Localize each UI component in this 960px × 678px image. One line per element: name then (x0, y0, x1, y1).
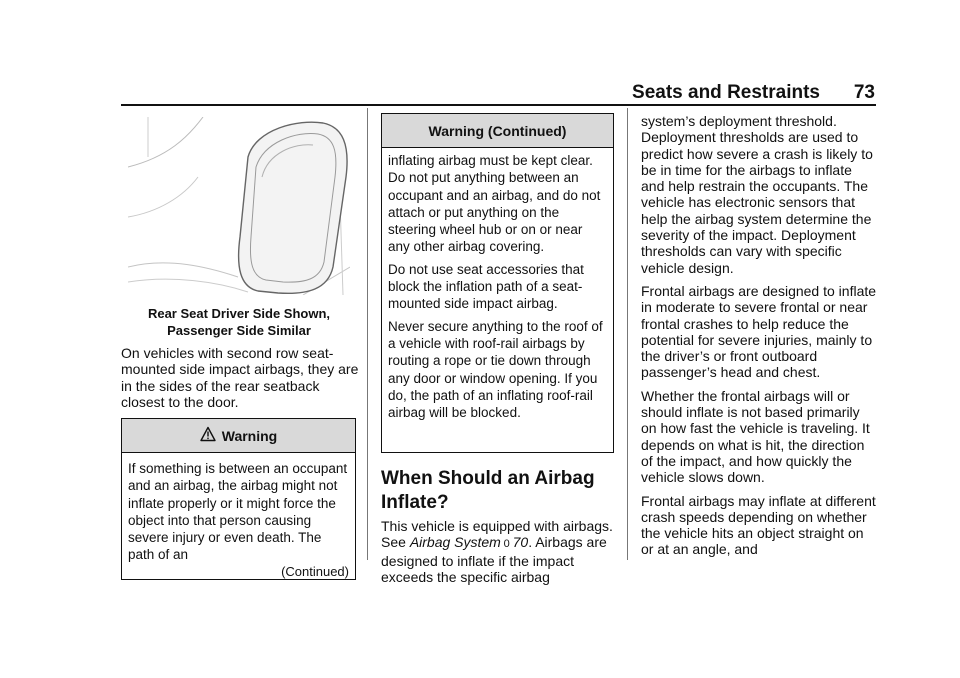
warning-header (122, 419, 355, 453)
warning-box-col2 (381, 113, 614, 453)
page-ref-symbol: 0 (503, 538, 510, 551)
section-header-title: Seats and Restraints (632, 82, 820, 103)
section-heading: When Should an Airbag Inflate? (381, 468, 595, 513)
continued-label: (Continued) (281, 563, 349, 579)
warning-paragraph: Never secure anything to the roof of a vehicle with roof-rail airbags by routing a rope or tie down through any door or window opening. If you do, the path of an inflating roof-rail airbag will be blocked. (388, 318, 603, 421)
column-divider-right (627, 108, 628, 560)
col3-paragraph: Whether the frontal airbags will or should inflate is not based primarily on how fast the vehicle is traveling. It depends on what is hit, the direction of the impact, and how quickly the vehicle slows down. (641, 387, 870, 486)
section-intro-paragraph (381, 518, 621, 585)
warning-box-col1 (121, 418, 356, 580)
caption-line-1: Rear Seat Driver Side Shown, (147, 306, 331, 321)
warning-paragraph: inflating airbag must be kept clear. Do not put anything between an occupant and an airbag, and do not attach or put anything on the steering wheel hub or on or near any other airbag covering. (388, 153, 601, 255)
warning-icon (200, 426, 216, 445)
col3-paragraph: Frontal airbags may inflate at different crash speeds depending on whether the vehicle hits an object straight on or at an angle, and (641, 492, 876, 558)
col3-paragraph: system’s deployment threshold. Deployment thresholds are used to predict how severe a crash is likely to be in time for the airbags to inflate and help restrain the occupants. The vehicle has electronic sensors that help the airbag system determine the severity of the impact. Deployment thresholds can vary with specific vehicle design. (641, 113, 873, 276)
col3-paragraph: Frontal airbags are designed to inflate in moderate to severe frontal or near frontal crashes to help reduce the potential for severe injuries, mainly to the driver’s or front outboard passenger’s head and chest. (641, 282, 877, 381)
col1-intro-paragraph: On vehicles with second row seat-mounted side impact airbags, they are in the sides of the rear seatback closest to the door. (121, 345, 359, 410)
intro-text-before: This vehicle is equipped with airbags. See (381, 518, 613, 551)
column-divider-left (367, 108, 368, 560)
warning-continued-title: Warning (Continued) (428, 122, 567, 139)
warning-continued-body (382, 148, 613, 421)
airbag-system-link[interactable]: Airbag System (409, 534, 501, 551)
intro-text-after: . Airbags are designed to inflate if the impact exceeds the specific airbag (381, 534, 607, 585)
side-airbag-illustration-svg (128, 117, 350, 295)
caption-line-2: Passenger Side Similar (167, 323, 311, 338)
warning-text: If something is between an occupant and an airbag, the airbag might not inflate properly or it might force the object into that person causing severe injury or even death. The path of an (128, 461, 348, 563)
figure-caption (122, 305, 356, 339)
header-rule (121, 104, 876, 106)
col1-intro-block (121, 345, 361, 410)
warning-body (122, 453, 355, 579)
page-ref-number[interactable]: 70 (512, 534, 529, 551)
warning-paragraph: Do not use seat accessories that block the inflation path of a seat-mounted side impact airbag. (388, 261, 584, 312)
warning-continued-header (382, 114, 613, 148)
col3-text-block (641, 113, 877, 558)
page-number: 73 (853, 82, 875, 103)
col2-section-intro-block (381, 518, 621, 585)
side-airbag-illustration (128, 117, 350, 295)
warning-title: Warning (221, 427, 278, 444)
